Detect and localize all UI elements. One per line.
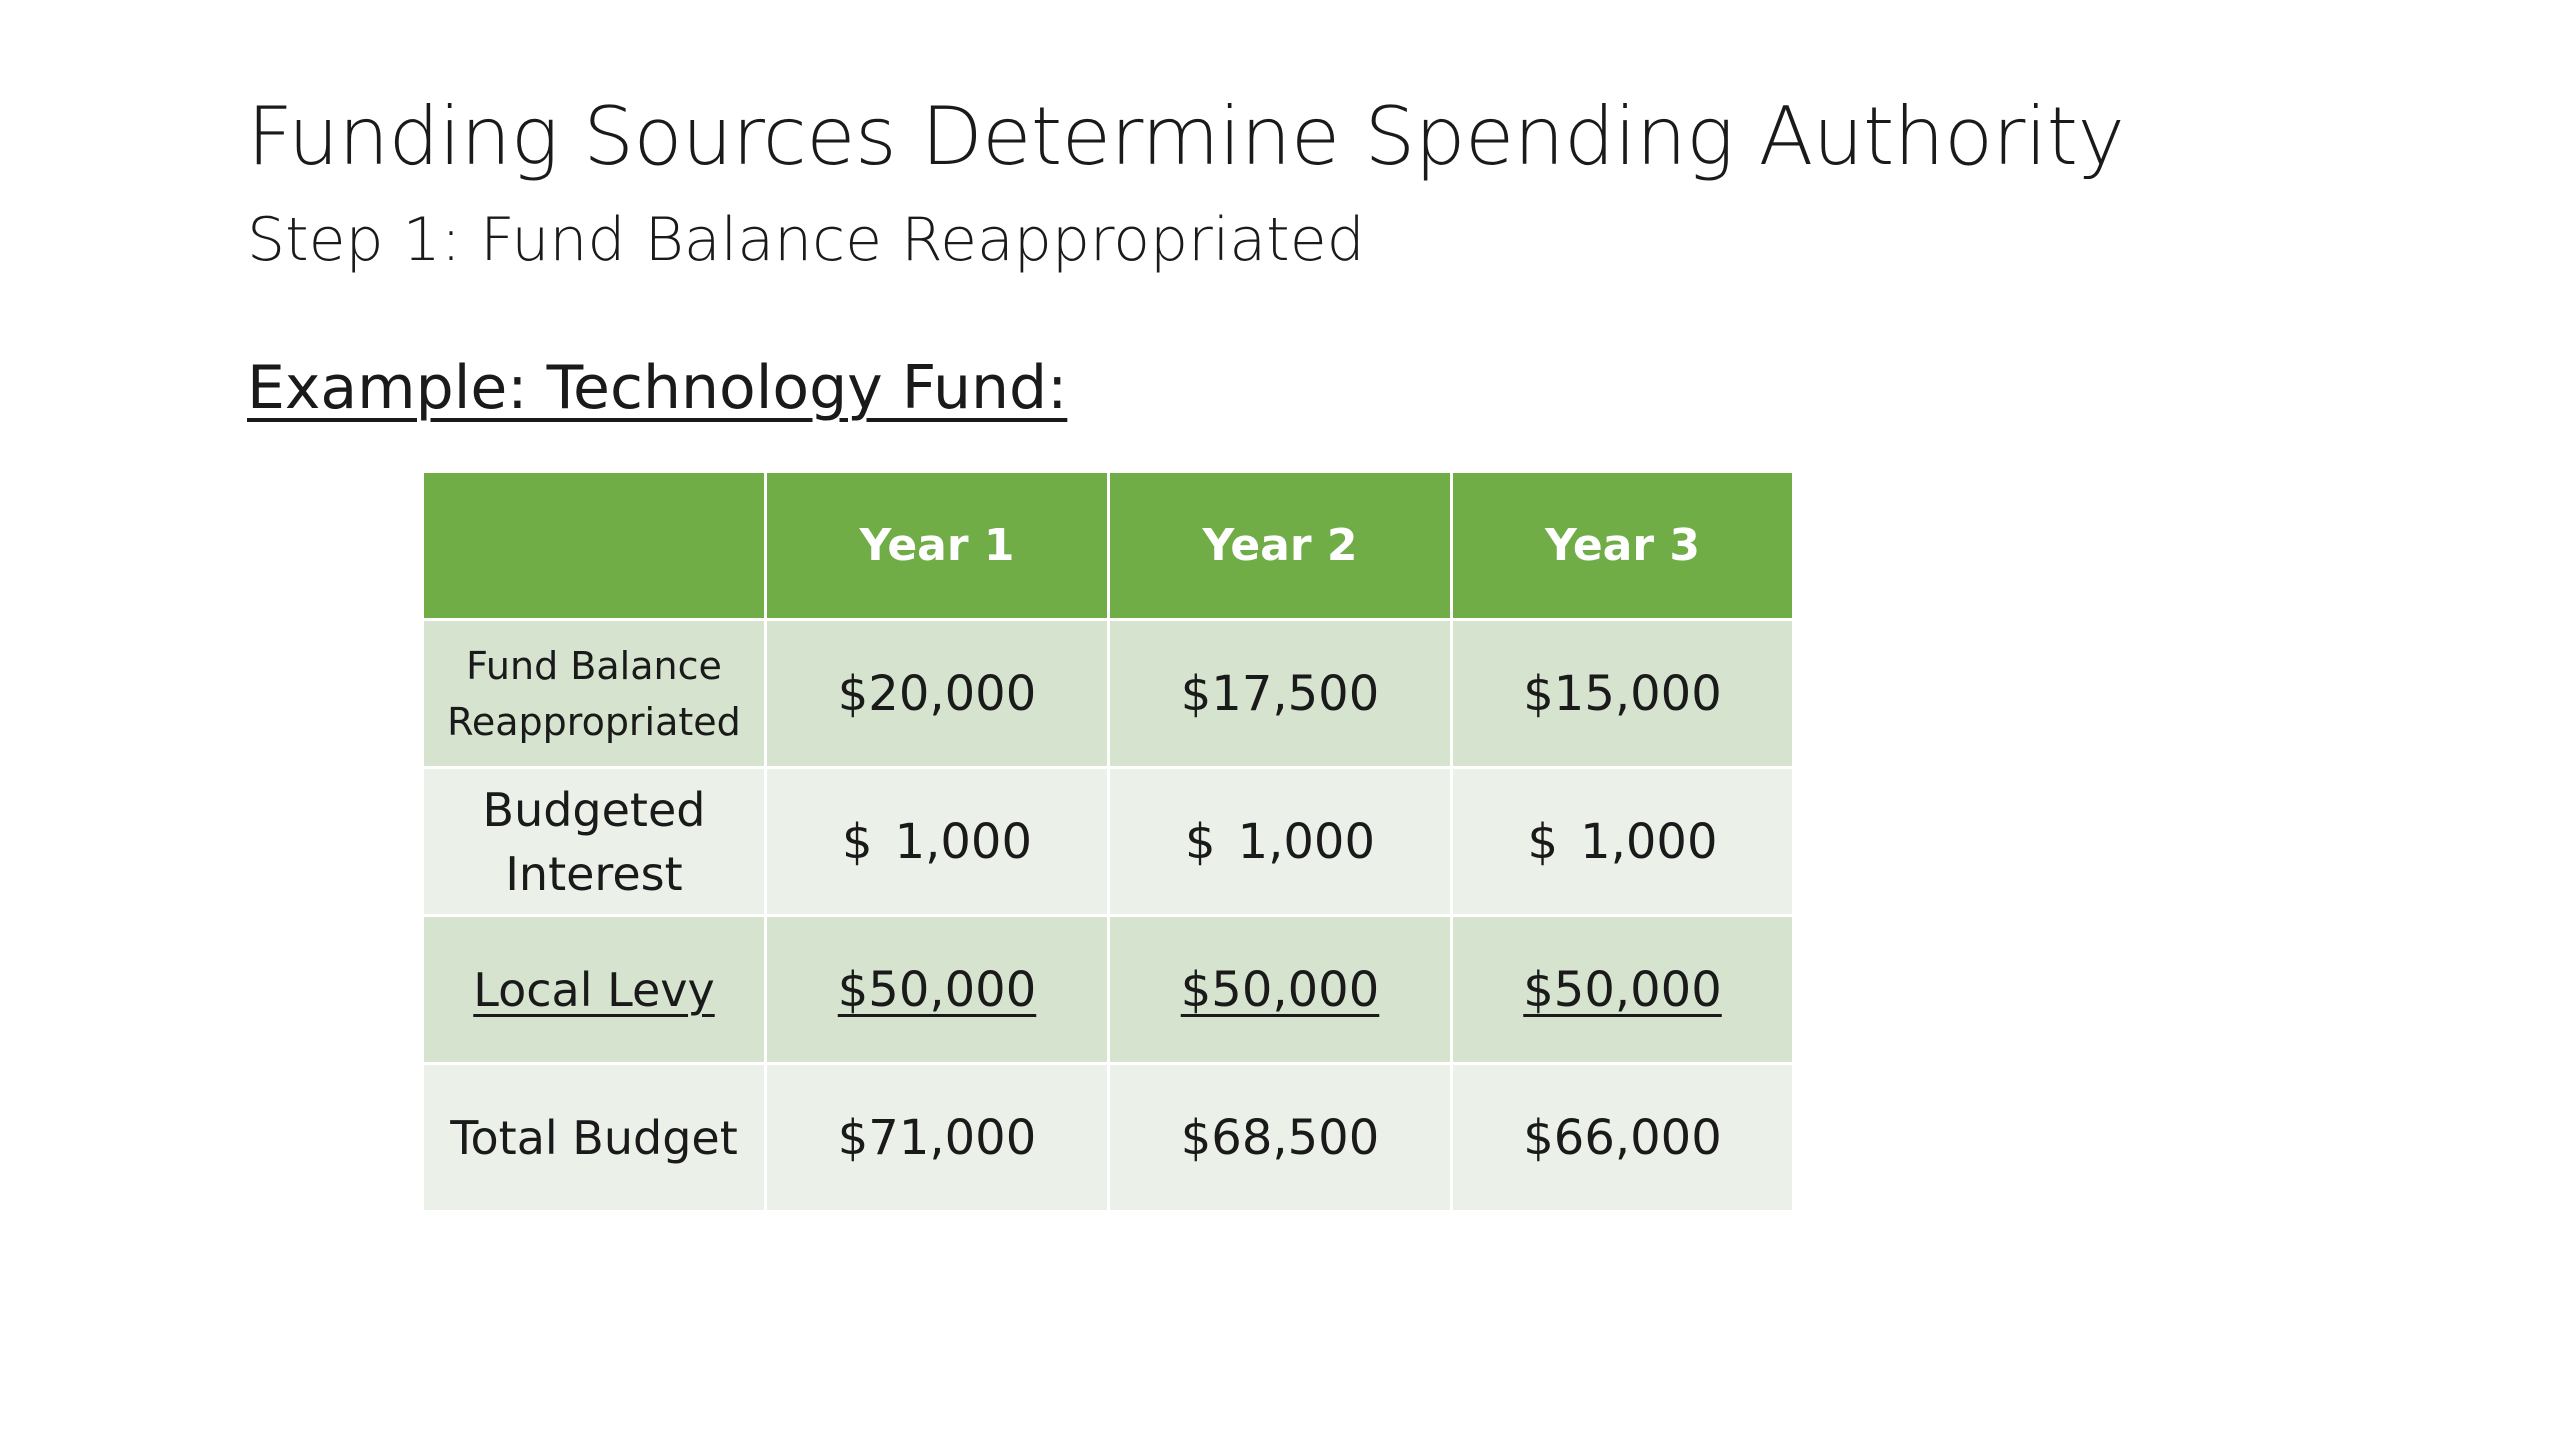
cell-levy-year-3 <box>1452 916 1794 1064</box>
example-heading: Example: Technology Fund: <box>247 353 1068 423</box>
cell-total-year-1: $71,000 <box>766 1064 1109 1212</box>
currency-symbol: $ <box>1527 813 1559 870</box>
amount-value: 1,000 <box>1580 813 1718 870</box>
header-year-3: Year 3 <box>1452 472 1794 620</box>
table-corner-cell <box>423 472 766 620</box>
cell-value: $50,000 <box>837 961 1037 1018</box>
table-row-local-levy <box>423 916 1794 1064</box>
cell-fund-balance-year-2: $17,500 <box>1109 620 1452 768</box>
currency-symbol: $ <box>1185 813 1216 870</box>
cell-value: $50,000 <box>1523 961 1722 1018</box>
cell-interest-year-1 <box>766 768 1109 916</box>
row-label-total-budget: Total Budget <box>423 1064 766 1212</box>
row-label-fund-balance <box>423 620 766 768</box>
row-label-line: Budgeted <box>482 782 706 837</box>
row-label-local-levy <box>423 916 766 1064</box>
slide-subtitle: Step 1: Fund Balance Reappropriated <box>247 205 1365 275</box>
slide-title: Funding Sources Determine Spending Authority <box>247 90 2125 183</box>
budget-table <box>421 470 1795 1213</box>
currency-symbol: $ <box>842 813 873 870</box>
cell-interest-year-2 <box>1109 768 1452 916</box>
cell-total-year-3: $66,000 <box>1452 1064 1794 1212</box>
amount-value: 1,000 <box>1237 813 1375 870</box>
cell-fund-balance-year-3: $15,000 <box>1452 620 1794 768</box>
table-header-row <box>423 472 1794 620</box>
amount-value: 1,000 <box>894 813 1032 870</box>
cell-value: $50,000 <box>1180 961 1380 1018</box>
cell-interest-year-3 <box>1452 768 1794 916</box>
cell-levy-year-2 <box>1109 916 1452 1064</box>
row-label-line: Interest <box>505 846 683 901</box>
row-label-budgeted-interest <box>423 768 766 916</box>
cell-total-year-2: $68,500 <box>1109 1064 1452 1212</box>
row-label-text: Local Levy <box>473 962 715 1017</box>
header-year-2: Year 2 <box>1109 472 1452 620</box>
row-label-line: Reappropriated <box>447 699 741 744</box>
row-label-line: Fund Balance <box>466 643 722 688</box>
header-year-1: Year 1 <box>766 472 1109 620</box>
cell-fund-balance-year-1: $20,000 <box>766 620 1109 768</box>
table-row-budgeted-interest <box>423 768 1794 916</box>
cell-levy-year-1 <box>766 916 1109 1064</box>
table-row-total-budget <box>423 1064 1794 1212</box>
table-row-fund-balance <box>423 620 1794 768</box>
